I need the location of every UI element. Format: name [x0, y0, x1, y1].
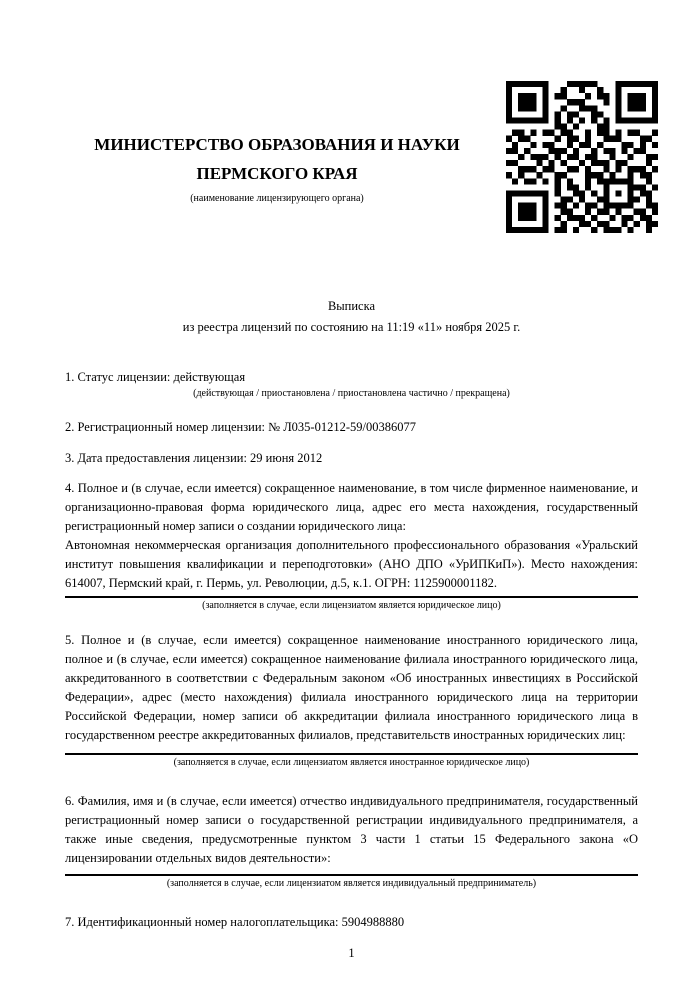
taxpayer-number-text: 7. Идентификационный номер налогоплательщика: 5904988880	[65, 915, 405, 929]
section-foreign-entity	[65, 631, 638, 770]
section-taxpayer-number	[65, 913, 638, 932]
section-license-status	[65, 368, 638, 401]
document-title	[65, 296, 638, 338]
document-body	[65, 0, 638, 963]
fill-in-rule-legal-entity	[65, 596, 638, 598]
page-number: 1	[348, 946, 355, 960]
section-individual-entrepreneur	[65, 792, 638, 891]
section-license-date	[65, 449, 638, 468]
individual-entrepreneur-label: 6. Фамилия, имя и (в случае, если имеется) отчество индивидуального предпринимателя, государственный регистрационный номер записи о государственной регистрации индивидуального предпринимателя, а также иные сведения, предусмотренные пунктом 3 части 1 статьи 15 Федерального закона «О лицензировании отдельных видов деятельности»:	[65, 794, 638, 865]
registration-number-text: 2. Регистрационный номер лицензии: № Л035-01212-59/00386077	[65, 420, 416, 434]
fill-in-rule-individual-entrepreneur	[65, 874, 638, 876]
document-title-line1: Выписка	[327, 299, 376, 313]
ministry-name-line1: МИНИСТЕРСТВО ОБРАЗОВАНИЯ И НАУКИ	[94, 135, 460, 154]
legal-entity-label: 4. Полное и (в случае, если имеется) сокращенное наименование, в том числе фирменное наименование, и организационно-правовая форма юридического лица, адрес его места нахождения, государственный регистрационный номер записи о создании юридического лица:	[65, 481, 638, 533]
license-status-options-caption: (действующая / приостановлена / приостановлена частично / прекращена)	[193, 388, 510, 399]
license-date-text: 3. Дата предоставления лицензии: 29 июня 2012	[65, 451, 323, 465]
licensing-authority-caption: (наименование лицензирующего органа)	[190, 193, 364, 204]
document-title-line2: из реестра лицензий по состоянию на 11:19 «11» ноября 2025 г.	[182, 320, 521, 334]
foreign-entity-label: 5. Полное и (в случае, если имеется) сокращенное наименование иностранного юридического лица, полное и (в случае, если имеется) сокращенное наименование филиала иностранного юридического лица, аккредитованного в соответствии с Федеральным законом «Об иностранных инвестициях в Российской Федерации», адрес (место нахождения) филиала иностранного юридического лица на территории Российской Федерации, номер записи об аккредитации филиала иностранного юридического лица в государственном реестре аккредитованных филиалов, представительств иностранных юридических лиц:	[65, 633, 638, 742]
section-registration-number	[65, 418, 638, 437]
foreign-entity-fill-caption: (заполняется в случае, если лицензиатом является иностранное юридическое лицо)	[173, 757, 530, 768]
fill-in-rule-foreign-entity	[65, 753, 638, 755]
legal-entity-fill-caption: (заполняется в случае, если лицензиатом является юридическое лицо)	[202, 600, 501, 611]
section-legal-entity	[65, 479, 638, 613]
ministry-name-line2: ПЕРМСКОГО КРАЯ	[196, 164, 358, 183]
legal-entity-value: Автономная некоммерческая организация дополнительного профессионального образования «Уральский институт повышения квалификации и переподготовки» (АНО ДПО «УрИПКиП»). Место нахождения: 614007, Пермский край, г. Пермь, ул. Революции, д.5, к.1. ОГРН: 1125900001182.	[65, 538, 638, 590]
individual-entrepreneur-fill-caption: (заполняется в случае, если лицензиатом является индивидуальный предприниматель)	[166, 878, 537, 889]
license-status-text: 1. Статус лицензии: действующая	[65, 370, 246, 384]
